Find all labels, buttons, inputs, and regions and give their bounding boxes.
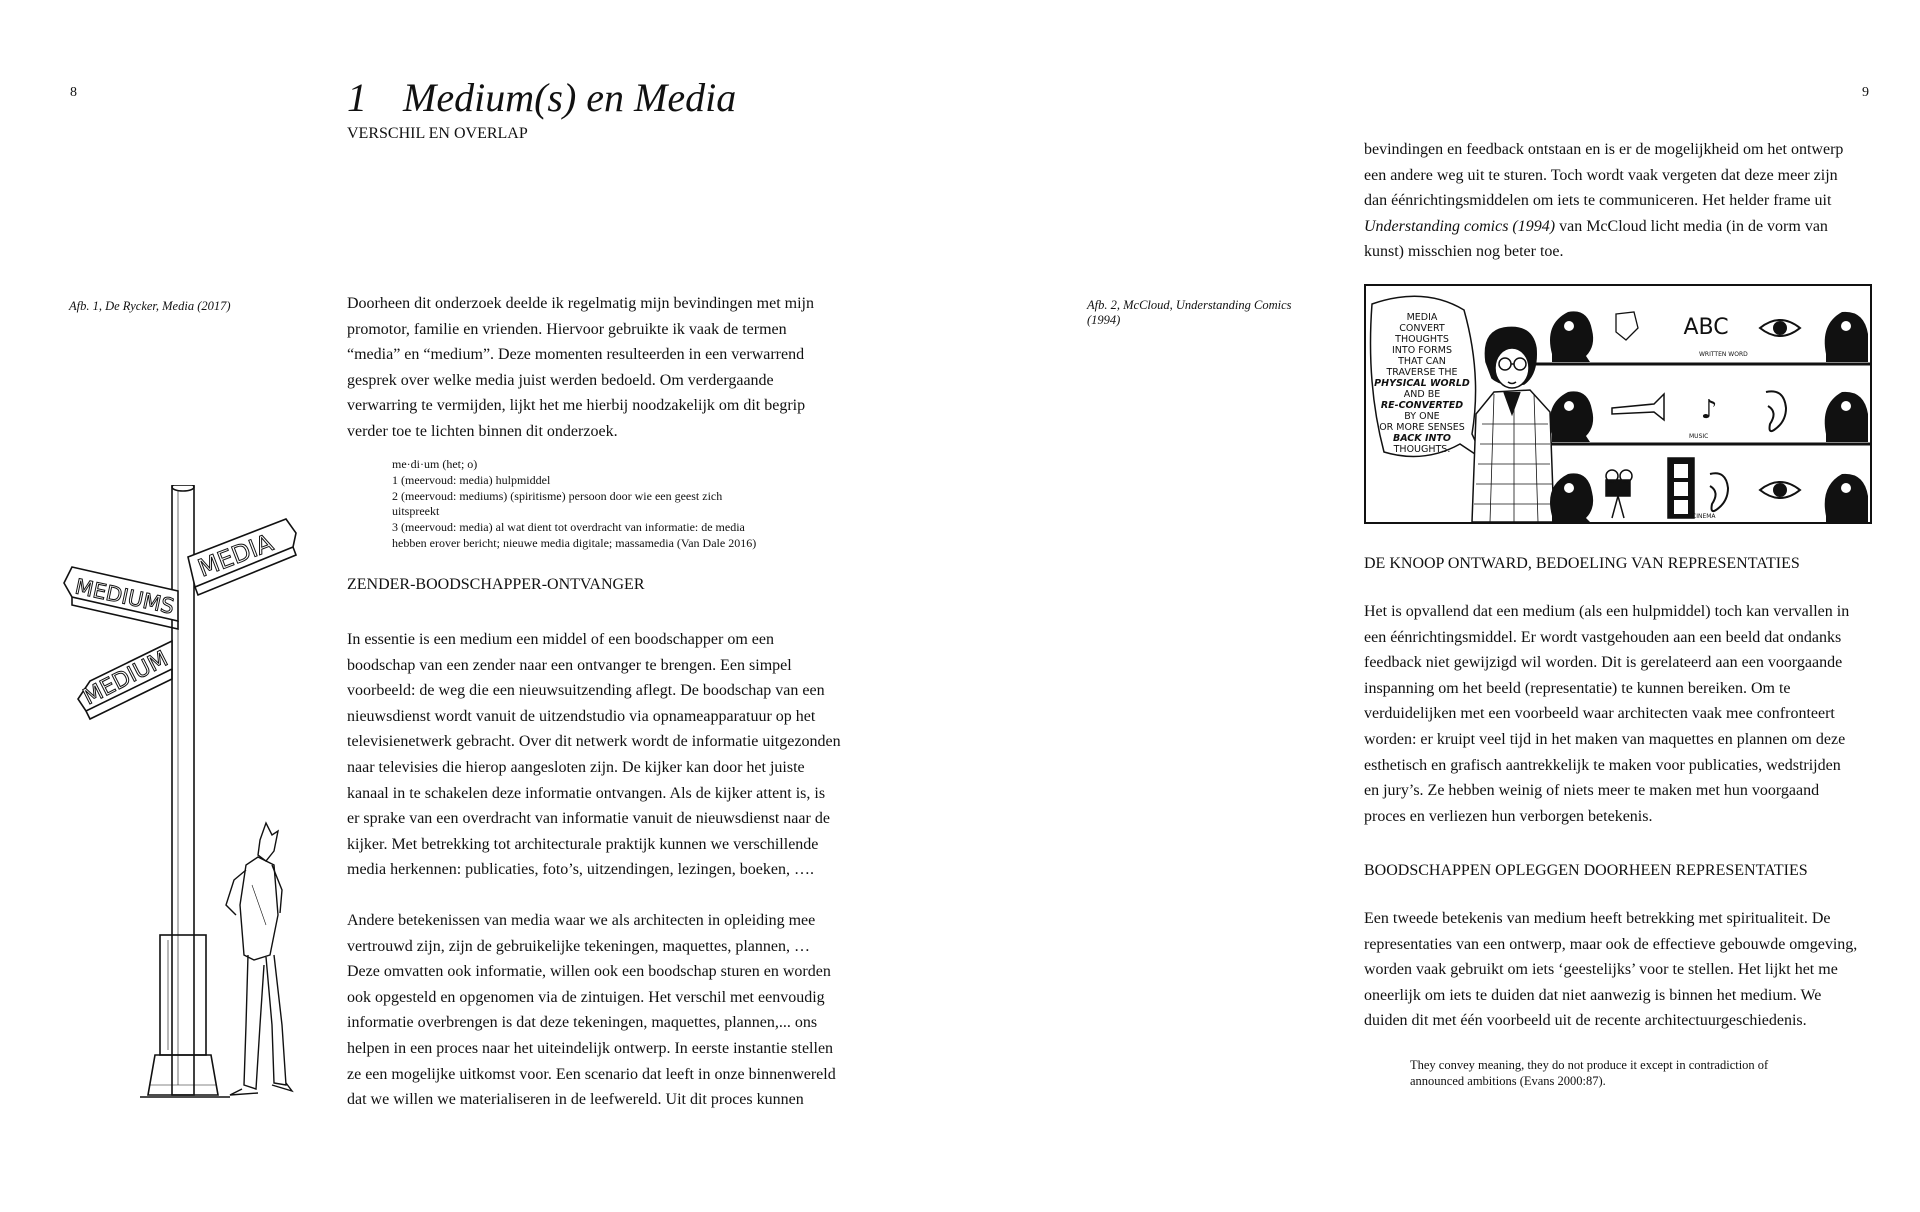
intro-paragraph [347, 291, 867, 445]
dictionary-definition [392, 457, 832, 552]
text-line: kunst) misschien nog beter toe. [1364, 243, 1564, 261]
text-line: oneerlijk om iets te duiden dat niet aanwezig is binnen het medium. We [1364, 986, 1822, 1004]
text-line: en jury’s. Ze hebben weinig of niets meer te maken met hun voorgaand [1364, 782, 1820, 800]
text-line: dat we willen we materialiseren in de leefwereld. Uit dit proces kunnen [347, 1091, 804, 1109]
text-line: boodschap van een zender naar een ontvanger te brengen. Een simpel [347, 656, 792, 674]
sign-mediums [64, 567, 178, 629]
text-line: naar televisies die hierop aangesloten zijn. De kijker kan door het juiste [347, 758, 805, 776]
section-heading-knoop: DE KNOOP ONTWARD, BEDOELING VAN REPRESENTATIES [1364, 555, 1800, 572]
book-title: Understanding comics (1994) [1364, 217, 1556, 235]
abc-text: ABC [1683, 315, 1729, 340]
paragraph-knoop [1364, 599, 1884, 829]
paragraph-zender [347, 627, 867, 883]
definition-line: uitspreekt [392, 504, 440, 519]
text-line: Andere betekenissen van media waar we als architecten in opleiding mee [347, 912, 816, 929]
definition-line: 1 (meervoud: media) hulpmiddel [392, 472, 551, 487]
text-line: worden: er kruipt veel tijd in het maken van maquettes en plannen om deze [1364, 730, 1846, 748]
standing-figure [226, 823, 292, 1095]
text-line: verduidelijken met een voorbeeld waar architecten vaak mee confronteert [1364, 705, 1835, 723]
quote-line: They convey meaning, they do not produce it except in contradiction of [1410, 1058, 1769, 1072]
text-line: worden vaak gebruikt om iets ‘geestelijks’ voor te stellen. Het lijkt het me [1364, 961, 1838, 979]
text-line: ook opgesteld en opgenomen via de zintuigen. Het verschil met eenvoudig [347, 988, 825, 1006]
speech-line: PHYSICAL WORLD [1374, 378, 1470, 389]
speech-line: BY ONE [1404, 411, 1440, 422]
text-line: ze een mogelijke uitkomst voor. Een scenario dat leeft in onze binnenwereld [347, 1065, 836, 1083]
speech-line: AND BE [1403, 389, 1441, 400]
figure-caption-1: Afb. 1, De Rycker, Media (2017) [69, 299, 231, 313]
text-line: kanaal in te schakelen deze informatie ontvangen. Als de kijker attent is, is [347, 784, 826, 802]
text-line: gesprek over welke media juist werden bedoeld. Om verdergaande [347, 371, 774, 389]
sign-medium [78, 641, 172, 719]
evans-quote [1410, 1058, 1850, 1089]
text-line: voorbeeld: de weg die een nieuwsuitzending aflegt. De boodschap van een [347, 682, 825, 700]
text-line: In essentie is een medium een middel of een boodschapper om een [347, 631, 774, 648]
speech-line: OR MORE SENSES [1379, 422, 1465, 433]
text-line: bevindingen en feedback ontstaan en is er de mogelijkheid om het ontwerp [1364, 141, 1844, 158]
paragraph-andere [347, 908, 877, 1113]
text-line: vertrouwd zijn, zijn de gebruikelijke tekeningen, maquettes, plannen, … [347, 937, 810, 955]
sign-label-mediums: MEDIUMS [72, 574, 177, 619]
signpost-illustration [60, 485, 310, 1110]
speech-line: BACK INTO [1393, 433, 1451, 444]
speech-line: MEDIA [1406, 312, 1438, 323]
speech-line: THAT CAN [1398, 356, 1446, 367]
speech-line: INTO FORMS [1392, 345, 1452, 356]
pole-base [160, 935, 206, 1055]
text-line: dan éénrichtingsmiddelen om iets te communiceren. Het helder frame uit [1364, 192, 1832, 210]
chapter-number: 1 [347, 75, 367, 120]
text-line: promotor, familie en vrienden. Hiervoor gebruikte ik vaak de termen [347, 320, 787, 338]
text-line: een éénrichtingsmiddel. Er wordt vastgehouden aan een beeld dat ondanks [1364, 628, 1842, 646]
text-line: verwarring te vermijden, lijkt het me hierbij noodzakelijk om dit begrip [347, 397, 806, 415]
chapter-title [347, 74, 736, 121]
text-line: nieuwsdienst wordt vanuit de uitzendstudio via opnameapparatuur op het [347, 707, 816, 725]
row-label-written: WRITTEN WORD [1699, 351, 1748, 358]
text-line: proces en verliezen hun verborgen betekenis. [1364, 807, 1653, 825]
text-line: een andere weg uit te sturen. Toch wordt vaak vergeten dat deze meer zijn [1364, 166, 1838, 184]
row-label-cinema: CINEMA [1692, 513, 1716, 520]
sign-pole [172, 485, 194, 1095]
text-line: feedback niet gewijzigd wil worden. Dit is gerelateerd aan een voorgaande [1364, 654, 1843, 672]
sign-label-medium: MEDIUM [79, 646, 173, 711]
text-line: Deze omvatten ook informatie, willen ook een boodschap sturen en worden [347, 963, 831, 981]
caption-line: (1994) [1087, 313, 1121, 327]
text-line: televisienetwerk gebracht. Over dit netwerk wordt de informatie uitgezonden [347, 733, 841, 751]
definition-line: 2 (meervoud: mediums) (spiritisme) persoon door wie een geest zich [392, 488, 723, 503]
definition-line: me·di·um (het; o) [392, 457, 478, 471]
sign-label-media: MEDIA [194, 528, 277, 583]
speech-line: TRAVERSE THE [1386, 367, 1458, 378]
speech-line: RE-CONVERTED [1380, 400, 1464, 411]
row-label-music: MUSIC [1689, 433, 1709, 440]
page-number-right: 9 [1862, 85, 1869, 100]
text-line: media herkennen: publicaties, foto’s, uitzendingen, lezingen, boeken, …. [347, 861, 814, 879]
text-line: verder toe te lichten binnen dit onderzoek. [347, 422, 618, 440]
text-line: er sprake van een overdracht van informatie vanuit de nieuwsdienst naar de [347, 810, 830, 828]
text-line: duiden dit met één voorbeeld uit de recente architectuurgeschiedenis. [1364, 1012, 1807, 1030]
text-line: Het is opvallend dat een medium (als een hulpmiddel) toch kan vervallen in [1364, 603, 1850, 620]
page-number-left: 8 [70, 85, 77, 100]
text-line: helpen in een proces naar het uiteindelijk ontwerp. In eerste instantie stellen [347, 1039, 834, 1057]
paragraph-boodschappen [1364, 906, 1894, 1034]
text-line: inspanning om het beeld (representatie) te kunnen bereiken. Om te [1364, 679, 1791, 697]
text-line: Doorheen dit onderzoek deelde ik regelmatig mijn bevindingen met mijn [347, 295, 814, 312]
definition-line: 3 (meervoud: media) al wat dient tot overdracht van informatie: de media [392, 520, 745, 535]
chapter-subtitle: VERSCHIL EN OVERLAP [347, 125, 528, 142]
chapter-title-text: Medium(s) en Media [403, 75, 737, 120]
comic-frame [1364, 284, 1872, 524]
caption-line: Afb. 2, McCloud, Understanding Comics [1087, 298, 1292, 312]
section-heading-left: ZENDER-BOODSCHAPPER-ONTVANGER [347, 576, 645, 593]
text-line: informatie overbrengen is dat deze tekeningen, maquettes, plannen,... ons [347, 1014, 818, 1032]
sign-media [188, 519, 296, 595]
speech-line: THOUGHTS. [1393, 444, 1451, 455]
speech-line: THOUGHTS [1395, 334, 1449, 345]
figure-caption-2 [1087, 298, 1317, 328]
text-line: representaties van een ontwerp, maar ook de effectieve gebouwde omgeving, [1364, 935, 1858, 953]
text-line: Een tweede betekenis van medium heeft betrekking met spiritualiteit. De [1364, 910, 1831, 927]
text-line: “media” en “medium”. Deze momenten resulteerden in een verwarrend [347, 346, 805, 364]
quote-line: announced ambitions (Evans 2000:87). [1410, 1073, 1606, 1088]
music-note-icon: ♪ [1700, 395, 1718, 425]
definition-line: hebben erover bericht; nieuwe media digitale; massamedia (Van Dale 2016) [392, 535, 757, 550]
film-strip-icon [1668, 458, 1694, 518]
text-line: kijker. Met betrekking tot architecturale praktijk kunnen we verschillende [347, 835, 819, 853]
speech-line: CONVERT [1399, 323, 1445, 334]
section-heading-boodschappen: BOODSCHAPPEN OPLEGGEN DOORHEEN REPRESENTATIES [1364, 862, 1808, 879]
text-span: van McCloud licht media (in de vorm van [1555, 217, 1828, 235]
text-line [1364, 214, 1884, 240]
continuation-paragraph [1364, 137, 1884, 265]
text-line: esthetisch en grafisch aantrekkelijk te maken voor publicaties, wedstrijden [1364, 756, 1841, 774]
